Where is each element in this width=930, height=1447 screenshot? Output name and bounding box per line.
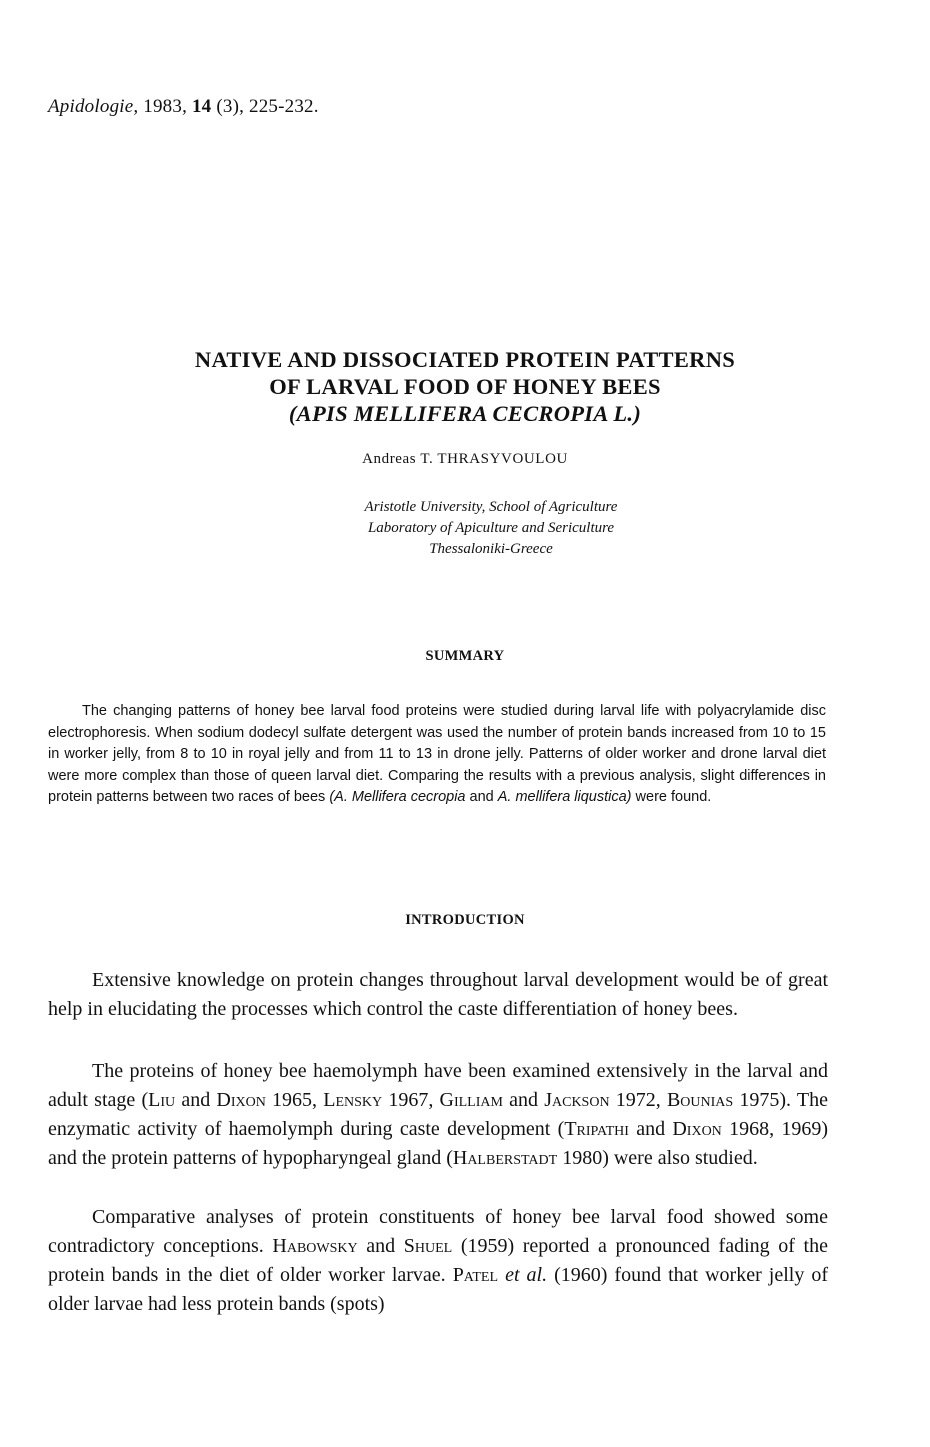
p2-text: 1965, xyxy=(265,1089,324,1111)
author-ref: Shuel xyxy=(403,1235,453,1257)
citation-issue-pages: (3), 225-232. xyxy=(216,96,319,117)
journal-name: Apidologie, xyxy=(48,96,139,117)
author-name: Andreas T. THRASYVOULOU xyxy=(362,451,568,467)
p3-text xyxy=(498,1264,505,1286)
summary-species-b: A. mellifera liqustica) xyxy=(497,789,632,806)
summary-species-a: (A. Mellifera cecropia xyxy=(329,789,466,806)
intro-paragraph-1: Extensive knowledge on protein changes throughout larval development would be of great help in elucidating the processes which control the caste differentiation of honey bees. xyxy=(48,969,828,1020)
summary-text-a: The changing patterns of honey bee larval food proteins were studied during larval life with polyacrylamide disc electrophoresis. When sodium dodecyl sulfate detergent was used the number of protein bands increased from 10 to 15 in worker jelly, from 8 to 10 in royal jelly and from 11 to 13 in drone jelly. Patterns of older worker and drone larval diet were more complex than those of queen larval diet. Comparing the results with a previous analysis, slight differences in protein patterns between two races of bees xyxy=(48,703,826,806)
p2-text: and xyxy=(502,1089,545,1111)
affiliation xyxy=(0,497,930,560)
p2-text: 1968, 1969) and the protein patterns of hypopharyngeal gland ( xyxy=(48,1118,829,1169)
p2-text: 1975). The enzymatic activity of haemolymph during caste development ( xyxy=(48,1089,828,1140)
author-ref: Dixon xyxy=(672,1118,722,1140)
author-ref: Halberstadt xyxy=(452,1147,558,1169)
summary-text-c: were found. xyxy=(631,789,712,806)
p2-text: and xyxy=(175,1089,217,1111)
intro-paragraph-3 xyxy=(48,1203,828,1319)
affiliation-line-2: Laboratory of Apiculture and Sericulture xyxy=(367,520,615,536)
p3-text: (1959) reported a pronounced fading of the protein bands in the diet of older worker larvae. xyxy=(48,1235,828,1286)
author-ref: Tripathi xyxy=(564,1118,629,1140)
p3-text: (1960) found that worker jelly of older larvae had less protein bands (spots) xyxy=(48,1264,828,1315)
author-ref: Jackson xyxy=(544,1089,610,1111)
author-ref: Bounias xyxy=(666,1089,734,1111)
author-ref: Patel xyxy=(452,1264,499,1286)
article-title xyxy=(0,346,930,427)
p2-text: The proteins of honey bee haemolymph have been examined extensively in the larval and adult stage ( xyxy=(48,1060,828,1111)
title-line-3: (APIS MELLIFERA CECROPIA L.) xyxy=(288,401,642,426)
citation-year: 1983, xyxy=(143,96,188,117)
author-ref: Habowsky xyxy=(272,1235,358,1257)
p3-text: and xyxy=(357,1235,404,1257)
p2-text: 1980) were also studied. xyxy=(557,1147,758,1169)
summary-heading: SUMMARY xyxy=(425,648,505,664)
citation-volume: 14 xyxy=(191,96,212,117)
title-line-2: OF LARVAL FOOD OF HONEY BEES xyxy=(269,374,661,399)
et-al: et al. xyxy=(505,1264,548,1286)
citation xyxy=(48,96,319,118)
author-ref: Lensky xyxy=(323,1089,383,1111)
author-ref: Gilliam xyxy=(439,1089,503,1111)
p2-text: 1967, xyxy=(382,1089,440,1111)
introduction-heading: INTRODUCTION xyxy=(405,912,525,928)
p2-text: 1972, xyxy=(609,1089,667,1111)
summary-paragraph xyxy=(48,701,826,809)
author-ref: Liu xyxy=(148,1089,176,1111)
author-ref: Dixon xyxy=(216,1089,266,1111)
affiliation-line-3: Thessaloniki-Greece xyxy=(429,541,553,557)
p3-text: Comparative analyses of protein constituents of honey bee larval food showed some contradictory conceptions. xyxy=(48,1206,828,1257)
p2-text: and xyxy=(628,1118,673,1140)
intro-paragraph-2 xyxy=(48,1057,828,1173)
affiliation-line-1: Aristotle University, School of Agriculture xyxy=(364,499,618,515)
summary-text-b: and xyxy=(465,789,498,806)
title-line-1: NATIVE AND DISSOCIATED PROTEIN PATTERNS xyxy=(194,347,736,372)
